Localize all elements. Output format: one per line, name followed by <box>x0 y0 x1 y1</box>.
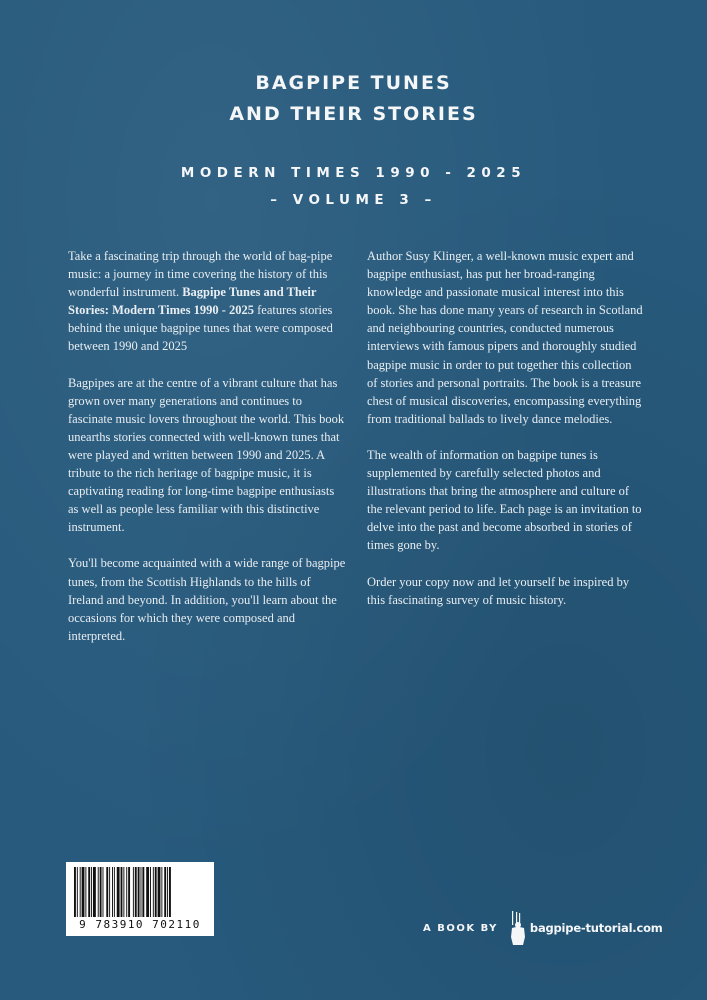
left-paragraph-2: Bagpipes are at the centre of a vibrant culture that has grown over many generations and continues to fascinate music lovers throughout the world. This book unearths stories connected with well-known tunes that were played and written between 1990 and 2025. A tribute to the rich heritage of bagpipe music, it is captivating reading for long-time bagpipe enthusiasts as well as people less familiar with this distinctive instrument. <box>68 375 345 535</box>
publisher-prefix: A BOOK BY <box>423 922 498 934</box>
title-line-1: BAGPIPE TUNES <box>255 72 452 94</box>
subtitle-line-1: MODERN TIMES 1990 - 2025 <box>180 165 527 181</box>
isbn-barcode <box>66 862 214 936</box>
right-paragraph-1: Author Susy Klinger, a well-known music expert and bagpipe enthusiast, has put her broad-ranging knowledge and passionate musical interest into this book. She has done many years of research in Scotland and neighbouring countries, conducted numerous interviews with famous pipers and thoroughly studied bagpipe music in order to put together this collection of stories and personal portraits. The book is a treasure chest of musical discoveries, encompassing everything from traditional ballads to lively dance melodies. <box>367 249 643 426</box>
barcode-bars <box>72 867 208 917</box>
right-paragraph-3: Order your copy now and let yourself be inspired by this fascinating survey of music history. <box>367 574 630 607</box>
left-paragraph-1 <box>68 247 346 356</box>
left-p1-book-title: Bagpipe Tunes and Their Stories: Modern Times 1990 - 2025 <box>68 285 317 318</box>
left-p1-start: Take a fascinating trip through the world of bag-pipe music: a journey in time covering the history of this wonderful instrument. <box>68 249 333 300</box>
subtitle-line-2: – VOLUME 3 – <box>270 192 437 208</box>
isbn-number: 9 783910 702110 <box>79 918 201 931</box>
book-subtitle <box>0 160 707 214</box>
book-title <box>0 68 707 130</box>
piper-icon <box>508 911 528 945</box>
left-text-column <box>68 247 346 663</box>
publisher-credit <box>423 910 663 946</box>
left-p1-end: features stories behind the unique bagpipe tunes that were composed between 1990 and 2025 <box>68 303 333 354</box>
right-paragraph-2: The wealth of information on bagpipe tunes is supplemented by carefully selected photos and illustrations that bring the atmosphere and culture of the relevant period to life. Each page is an invitation to delve into the past and become absorbed in stories of times gone by. <box>367 447 642 553</box>
title-line-2: AND THEIR STORIES <box>229 103 478 125</box>
publisher-name: bagpipe-tutorial.com <box>529 921 663 935</box>
left-paragraph-3: You'll become acquainted with a wide range of bagpipe tunes, from the Scottish Highlands to the hills of Ireland and beyond. In addition, you'll learn about the occasions for which they were composed and interpreted. <box>68 556 346 643</box>
right-text-column <box>367 247 645 627</box>
